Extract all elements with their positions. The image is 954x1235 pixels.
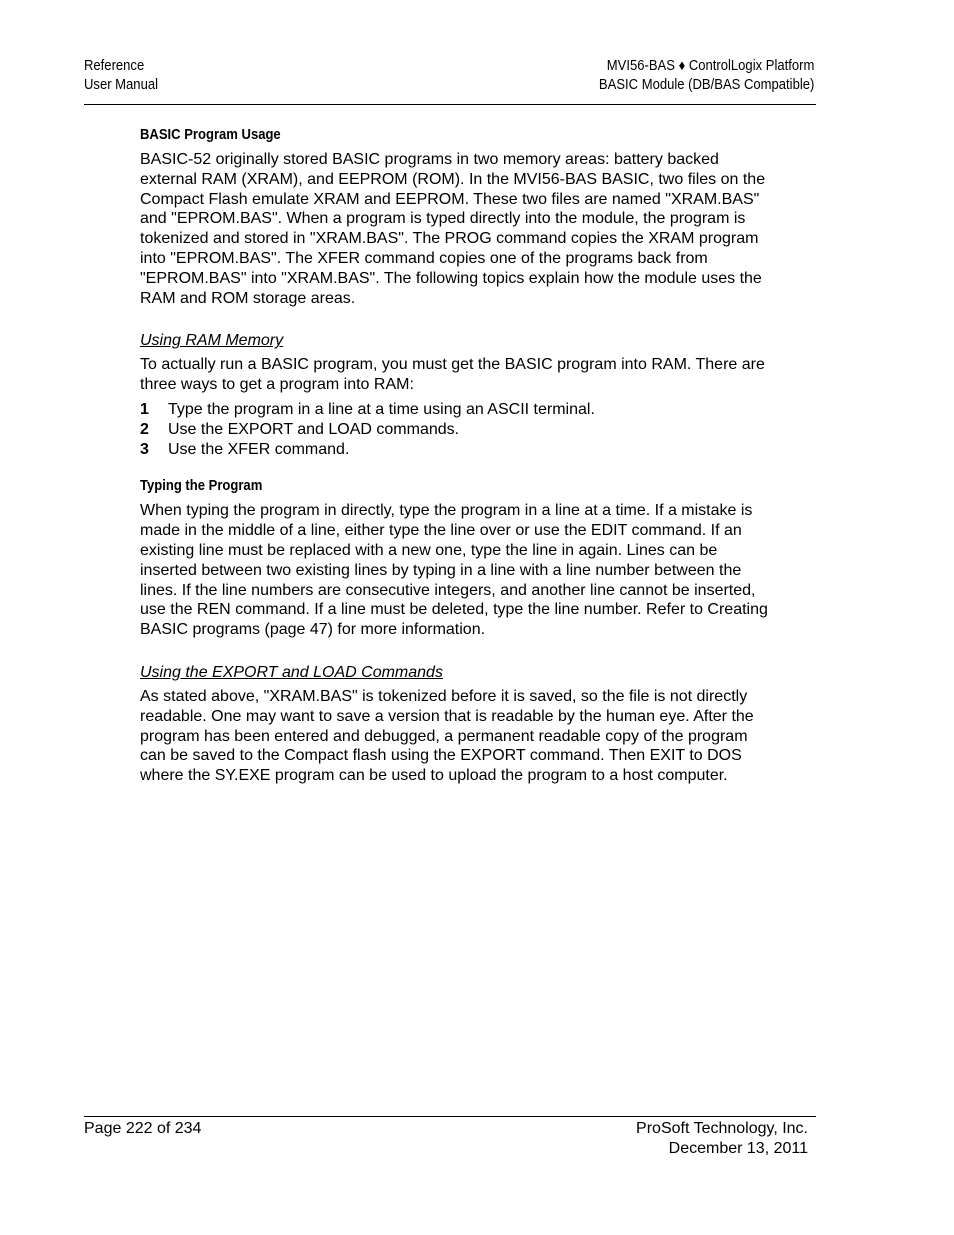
list-number: 3 bbox=[140, 440, 149, 458]
export-load-heading: Using the EXPORT and LOAD Commands bbox=[140, 663, 443, 681]
list-item bbox=[140, 440, 770, 460]
ram-methods-list bbox=[140, 400, 770, 459]
using-ram-memory-heading: Using RAM Memory bbox=[140, 332, 284, 350]
using-ram-memory-body: To actually run a BASIC program, you must get the BASIC program into RAM. There are three ways to get a program into RAM: bbox=[140, 356, 765, 394]
list-text: Use the EXPORT and LOAD commands. bbox=[168, 420, 460, 438]
list-number: 1 bbox=[140, 400, 149, 418]
header-section: Reference bbox=[84, 58, 145, 74]
footer-rule bbox=[84, 1116, 816, 1117]
typing-the-program-heading: Typing the Program bbox=[140, 478, 263, 495]
list-text: Use the XFER command. bbox=[168, 440, 350, 458]
list-number: 2 bbox=[140, 420, 149, 438]
export-load-body: As stated above, "XRAM.BAS" is tokenized before it is saved, so the file is not directly readable. One may want to save a version that is readable by the human eye. After the program has been entered and debugged, a permanent readable copy of the program can be saved to the Compact flash using the EXPORT command. Then EXIT to DOS where the SY.EXE program can be used to upload the program to a host computer. bbox=[140, 687, 754, 785]
page-number: Page 222 of 234 bbox=[84, 1120, 202, 1137]
company-name: ProSoft Technology, Inc. bbox=[636, 1120, 808, 1137]
typing-the-program-body: When typing the program in directly, type the program in a line at a time. If a mistake is made in the middle of a line, either type the line over or use the EDIT command. If an existing line must be replaced with a new one, type the line in again. Lines can be inserted between two existing lines by typing in a line with a line number between the lines. If the line numbers are consecutive integers, and another line cannot be inserted, use the REN command. If a line must be deleted, type the line number. Refer to Creating BASIC programs (page 47) for more information. bbox=[140, 502, 768, 639]
header-product: MVI56-BAS ♦ ControlLogix Platform bbox=[606, 58, 814, 74]
header-module: BASIC Module (DB/BAS Compatible) bbox=[598, 77, 814, 93]
list-item bbox=[140, 420, 770, 440]
header-left bbox=[84, 57, 158, 95]
header-right bbox=[599, 57, 814, 95]
basic-program-usage-body: BASIC-52 originally stored BASIC programs in two memory areas: battery backed external RAM (XRAM), and EEPROM (ROM). In the MVI56-BAS BASIC, two files on the Compact Flash emulate XRAM and EEPROM. These two files are named "XRAM.BAS" and "EPROM.BAS". When a program is typed directly into the module, the program is tokenized and stored in "XRAM.BAS". The PROG command copies the XRAM program into "EPROM.BAS". The XFER command copies one of the programs back from "EPROM.BAS" into "XRAM.BAS". The following topics explain how the module uses the RAM and ROM storage areas. bbox=[140, 151, 766, 307]
header-doc-type: User Manual bbox=[84, 77, 158, 93]
footer-right bbox=[636, 1119, 808, 1159]
page-content bbox=[140, 125, 770, 786]
list-item bbox=[140, 400, 770, 420]
basic-program-usage-heading: BASIC Program Usage bbox=[140, 127, 281, 143]
header-rule bbox=[84, 104, 816, 105]
list-text: Type the program in a line at a time using an ASCII terminal. bbox=[168, 400, 595, 418]
publication-date: December 13, 2011 bbox=[668, 1139, 808, 1157]
